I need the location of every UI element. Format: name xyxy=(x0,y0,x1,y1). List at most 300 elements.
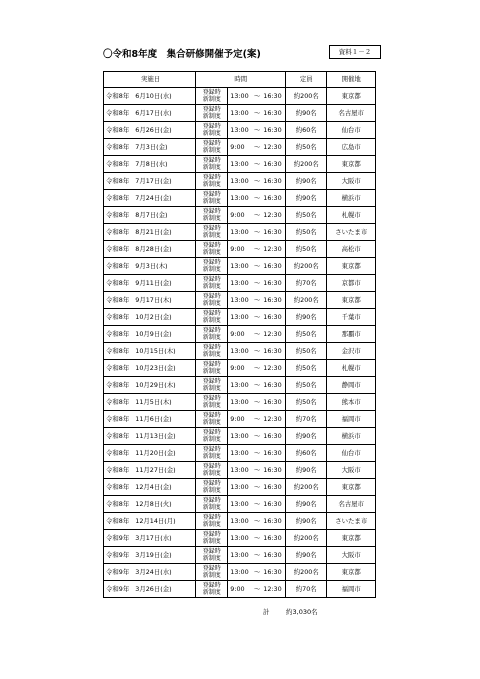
cell-type xyxy=(196,88,228,105)
cell-capacity: 約50名 xyxy=(286,377,327,394)
cell-type-line2: 新制度 xyxy=(202,215,221,222)
cell-end: 16:30 xyxy=(263,126,282,134)
cell-tilde: ～ xyxy=(254,466,261,474)
cell-era: 令和9年 xyxy=(106,551,130,559)
cell-tilde: ～ xyxy=(254,279,261,287)
cell-start: 13:00 xyxy=(230,483,249,491)
cell-type xyxy=(196,309,228,326)
cell-era: 令和8年 xyxy=(106,483,130,491)
cell-time xyxy=(228,513,286,530)
cell-day: 10月15日(木) xyxy=(135,347,176,355)
cell-type-line2: 新制度 xyxy=(202,300,221,307)
cell-era: 令和8年 xyxy=(106,211,130,219)
cell-end: 16:30 xyxy=(263,347,282,355)
cell-capacity: 約200名 xyxy=(286,292,327,309)
cell-day: 9月17日(木) xyxy=(135,296,172,304)
cell-tilde: ～ xyxy=(254,449,261,457)
cell-start: 13:00 xyxy=(230,194,249,202)
cell-date xyxy=(104,326,196,343)
cell-venue: 東京都 xyxy=(327,88,376,105)
cell-capacity: 約50名 xyxy=(286,360,327,377)
table-row xyxy=(104,156,376,173)
cell-type-line2: 新制度 xyxy=(202,266,221,273)
cell-type-line1: 登録時 xyxy=(202,360,221,368)
table-row xyxy=(104,428,376,445)
cell-era: 令和8年 xyxy=(106,160,130,168)
cell-era: 令和8年 xyxy=(106,347,130,355)
cell-time xyxy=(228,547,286,564)
cell-date xyxy=(104,581,196,598)
cell-type xyxy=(196,190,228,207)
cell-start: 13:00 xyxy=(230,126,249,134)
cell-date xyxy=(104,241,196,258)
cell-day: 7月17日(金) xyxy=(135,177,172,185)
cell-venue: 横浜市 xyxy=(327,190,376,207)
cell-tilde: ～ xyxy=(254,534,261,542)
cell-start: 13:00 xyxy=(230,177,249,185)
cell-time xyxy=(228,139,286,156)
cell-capacity: 約50名 xyxy=(286,326,327,343)
cell-type-line2: 新制度 xyxy=(202,317,221,324)
cell-type xyxy=(196,275,228,292)
cell-capacity: 約60名 xyxy=(286,122,327,139)
cell-type xyxy=(196,156,228,173)
cell-type-line1: 登録時 xyxy=(202,207,221,215)
cell-type-line2: 新制度 xyxy=(202,453,221,460)
cell-end: 12:30 xyxy=(263,143,282,151)
cell-date xyxy=(104,224,196,241)
cell-type-line1: 登録時 xyxy=(202,496,221,504)
cell-type-line1: 登録時 xyxy=(202,564,221,572)
cell-era: 令和8年 xyxy=(106,143,130,151)
cell-type-line2: 新制度 xyxy=(202,521,221,528)
table-row xyxy=(104,326,376,343)
cell-tilde: ～ xyxy=(254,262,261,270)
cell-end: 12:30 xyxy=(263,415,282,423)
cell-day: 3月17日(水) xyxy=(135,534,172,542)
cell-start: 13:00 xyxy=(230,347,249,355)
cell-type-line1: 登録時 xyxy=(202,190,221,198)
cell-type-line2: 新制度 xyxy=(202,164,221,171)
cell-time xyxy=(228,105,286,122)
cell-date xyxy=(104,139,196,156)
cell-day: 9月3日(木) xyxy=(135,262,168,270)
schedule-rows xyxy=(104,88,376,598)
cell-date xyxy=(104,292,196,309)
table-row xyxy=(104,547,376,564)
cell-end: 16:30 xyxy=(263,279,282,287)
cell-tilde: ～ xyxy=(254,500,261,508)
cell-start: 13:00 xyxy=(230,381,249,389)
cell-day: 3月24日(水) xyxy=(135,568,172,576)
cell-start: 9:00 xyxy=(230,330,245,338)
cell-type xyxy=(196,530,228,547)
cell-tilde: ～ xyxy=(254,364,261,372)
cell-venue: 東京都 xyxy=(327,479,376,496)
cell-start: 13:00 xyxy=(230,432,249,440)
cell-era: 令和8年 xyxy=(106,466,130,474)
cell-era: 令和8年 xyxy=(106,296,130,304)
cell-era: 令和8年 xyxy=(106,313,130,321)
cell-era: 令和8年 xyxy=(106,449,130,457)
cell-capacity: 約90名 xyxy=(286,428,327,445)
cell-type-line2: 新制度 xyxy=(202,147,221,154)
cell-end: 16:30 xyxy=(263,551,282,559)
cell-time xyxy=(228,292,286,309)
table-row xyxy=(104,479,376,496)
cell-time xyxy=(228,173,286,190)
cell-venue: 東京都 xyxy=(327,258,376,275)
cell-era: 令和8年 xyxy=(106,398,130,406)
cell-type-line1: 登録時 xyxy=(202,530,221,538)
cell-era: 令和8年 xyxy=(106,228,130,236)
cell-venue: 横浜市 xyxy=(327,428,376,445)
cell-end: 16:30 xyxy=(263,534,282,542)
cell-tilde: ～ xyxy=(254,347,261,355)
cell-type-line1: 登録時 xyxy=(202,411,221,419)
cell-venue: 福岡市 xyxy=(327,411,376,428)
cell-date xyxy=(104,411,196,428)
cell-end: 16:30 xyxy=(263,381,282,389)
cell-type xyxy=(196,564,228,581)
cell-end: 16:30 xyxy=(263,194,282,202)
cell-tilde: ～ xyxy=(254,483,261,491)
cell-time xyxy=(228,309,286,326)
cell-type-line2: 新制度 xyxy=(202,555,221,562)
document-title: 〇令和8年度 集合研修開催予定(案) xyxy=(103,49,261,60)
cell-type-line2: 新制度 xyxy=(202,419,221,426)
cell-start: 13:00 xyxy=(230,534,249,542)
cell-date xyxy=(104,445,196,462)
cell-day: 12月4日(金) xyxy=(135,483,172,491)
cell-end: 16:30 xyxy=(263,568,282,576)
cell-capacity: 約60名 xyxy=(286,445,327,462)
cell-type xyxy=(196,547,228,564)
cell-day: 11月27日(金) xyxy=(135,466,176,474)
cell-type-line1: 登録時 xyxy=(202,173,221,181)
cell-tilde: ～ xyxy=(254,330,261,338)
cell-type xyxy=(196,122,228,139)
cell-type xyxy=(196,428,228,445)
cell-type-line1: 登録時 xyxy=(202,275,221,283)
table-row xyxy=(104,530,376,547)
cell-type xyxy=(196,445,228,462)
cell-venue: 東京都 xyxy=(327,292,376,309)
cell-tilde: ～ xyxy=(254,432,261,440)
table-row xyxy=(104,88,376,105)
cell-capacity: 約200名 xyxy=(286,156,327,173)
cell-day: 6月10日(水) xyxy=(135,92,172,100)
cell-capacity: 約90名 xyxy=(286,190,327,207)
cell-date xyxy=(104,564,196,581)
cell-venue: 那覇市 xyxy=(327,326,376,343)
cell-time xyxy=(228,581,286,598)
cell-capacity: 約70名 xyxy=(286,581,327,598)
cell-type xyxy=(196,513,228,530)
cell-era: 令和8年 xyxy=(106,517,130,525)
table-row xyxy=(104,309,376,326)
cell-capacity: 約90名 xyxy=(286,547,327,564)
header-date: 実施日 xyxy=(104,72,196,88)
cell-time xyxy=(228,241,286,258)
cell-era: 令和8年 xyxy=(106,126,130,134)
cell-day: 11月20日(金) xyxy=(135,449,176,457)
cell-end: 16:30 xyxy=(263,449,282,457)
cell-day: 11月13日(金) xyxy=(135,432,176,440)
cell-capacity: 約90名 xyxy=(286,105,327,122)
cell-time xyxy=(228,564,286,581)
cell-start: 13:00 xyxy=(230,398,249,406)
cell-type-line2: 新制度 xyxy=(202,181,221,188)
cell-era: 令和9年 xyxy=(106,585,130,593)
cell-era: 令和8年 xyxy=(106,432,130,440)
cell-time xyxy=(228,190,286,207)
cell-era: 令和8年 xyxy=(106,92,130,100)
cell-day: 8月21日(金) xyxy=(135,228,172,236)
cell-type xyxy=(196,241,228,258)
cell-venue: 熊本市 xyxy=(327,394,376,411)
cell-capacity: 約50名 xyxy=(286,241,327,258)
cell-time xyxy=(228,411,286,428)
cell-type-line1: 登録時 xyxy=(202,513,221,521)
document-id-badge: 資料１－２ xyxy=(329,45,381,59)
cell-type xyxy=(196,496,228,513)
cell-start: 13:00 xyxy=(230,568,249,576)
cell-type-line1: 登録時 xyxy=(202,462,221,470)
cell-capacity: 約90名 xyxy=(286,513,327,530)
cell-tilde: ～ xyxy=(254,109,261,117)
cell-venue: 名古屋市 xyxy=(327,105,376,122)
cell-end: 16:30 xyxy=(263,296,282,304)
cell-time xyxy=(228,496,286,513)
cell-end: 16:30 xyxy=(263,262,282,270)
cell-time xyxy=(228,377,286,394)
table-row xyxy=(104,411,376,428)
cell-venue: 京都市 xyxy=(327,275,376,292)
cell-day: 7月24日(金) xyxy=(135,194,172,202)
table-row xyxy=(104,564,376,581)
cell-time xyxy=(228,360,286,377)
cell-day: 9月11日(金) xyxy=(135,279,172,287)
cell-type xyxy=(196,292,228,309)
table-row xyxy=(104,343,376,360)
cell-venue: 静岡市 xyxy=(327,377,376,394)
cell-day: 6月17日(水) xyxy=(135,109,172,117)
cell-tilde: ～ xyxy=(254,568,261,576)
cell-type-line2: 新制度 xyxy=(202,113,221,120)
cell-time xyxy=(228,530,286,547)
cell-end: 16:30 xyxy=(263,517,282,525)
cell-date xyxy=(104,530,196,547)
header-time: 時間 xyxy=(196,72,286,88)
cell-date xyxy=(104,377,196,394)
cell-type-line1: 登録時 xyxy=(202,105,221,113)
cell-capacity: 約90名 xyxy=(286,173,327,190)
cell-date xyxy=(104,547,196,564)
cell-end: 16:30 xyxy=(263,313,282,321)
cell-day: 11月6日(金) xyxy=(135,415,172,423)
cell-time xyxy=(228,275,286,292)
cell-type-line1: 登録時 xyxy=(202,445,221,453)
table-row xyxy=(104,394,376,411)
cell-time xyxy=(228,207,286,224)
cell-start: 13:00 xyxy=(230,449,249,457)
cell-tilde: ～ xyxy=(254,245,261,253)
cell-era: 令和8年 xyxy=(106,330,130,338)
cell-capacity: 約200名 xyxy=(286,479,327,496)
table-row xyxy=(104,462,376,479)
table-row xyxy=(104,292,376,309)
cell-era: 令和8年 xyxy=(106,415,130,423)
cell-era: 令和8年 xyxy=(106,279,130,287)
cell-capacity: 約200名 xyxy=(286,88,327,105)
cell-type-line2: 新制度 xyxy=(202,589,221,596)
total-value: 約3,030名 xyxy=(286,608,318,616)
cell-capacity: 約50名 xyxy=(286,394,327,411)
cell-type xyxy=(196,394,228,411)
cell-start: 13:00 xyxy=(230,551,249,559)
cell-date xyxy=(104,360,196,377)
cell-tilde: ～ xyxy=(254,92,261,100)
cell-start: 13:00 xyxy=(230,92,249,100)
cell-type xyxy=(196,360,228,377)
cell-venue: 大阪市 xyxy=(327,462,376,479)
cell-venue: さいたま市 xyxy=(327,224,376,241)
cell-time xyxy=(228,479,286,496)
cell-tilde: ～ xyxy=(254,177,261,185)
cell-day: 7月8日(水) xyxy=(135,160,168,168)
cell-end: 12:30 xyxy=(263,364,282,372)
cell-day: 10月29日(木) xyxy=(135,381,176,389)
header-venue: 開催地 xyxy=(327,72,376,88)
cell-date xyxy=(104,428,196,445)
table-row xyxy=(104,173,376,190)
cell-start: 13:00 xyxy=(230,500,249,508)
cell-time xyxy=(228,122,286,139)
cell-capacity: 約50名 xyxy=(286,207,327,224)
cell-type-line2: 新制度 xyxy=(202,402,221,409)
cell-date xyxy=(104,343,196,360)
cell-type xyxy=(196,139,228,156)
cell-end: 16:30 xyxy=(263,398,282,406)
cell-day: 8月28日(金) xyxy=(135,245,172,253)
cell-time xyxy=(228,343,286,360)
cell-day: 12月8日(火) xyxy=(135,500,172,508)
cell-end: 16:30 xyxy=(263,92,282,100)
cell-tilde: ～ xyxy=(254,585,261,593)
cell-type-line2: 新制度 xyxy=(202,96,221,103)
cell-type-line2: 新制度 xyxy=(202,436,221,443)
cell-day: 3月26日(金) xyxy=(135,585,172,593)
cell-start: 13:00 xyxy=(230,228,249,236)
cell-end: 16:30 xyxy=(263,177,282,185)
cell-date xyxy=(104,88,196,105)
cell-venue: 札幌市 xyxy=(327,360,376,377)
cell-date xyxy=(104,309,196,326)
cell-start: 13:00 xyxy=(230,313,249,321)
cell-type-line1: 登録時 xyxy=(202,479,221,487)
cell-capacity: 約50名 xyxy=(286,343,327,360)
cell-capacity: 約70名 xyxy=(286,411,327,428)
cell-end: 12:30 xyxy=(263,330,282,338)
cell-type xyxy=(196,479,228,496)
table-row xyxy=(104,207,376,224)
cell-time xyxy=(228,88,286,105)
cell-end: 12:30 xyxy=(263,211,282,219)
cell-tilde: ～ xyxy=(254,313,261,321)
cell-era: 令和8年 xyxy=(106,177,130,185)
table-row xyxy=(104,445,376,462)
cell-date xyxy=(104,207,196,224)
cell-start: 13:00 xyxy=(230,279,249,287)
cell-tilde: ～ xyxy=(254,415,261,423)
cell-day: 10月2日(金) xyxy=(135,313,172,321)
cell-start: 9:00 xyxy=(230,585,245,593)
cell-capacity: 約70名 xyxy=(286,275,327,292)
table-row xyxy=(104,377,376,394)
table-row xyxy=(104,360,376,377)
cell-venue: 金沢市 xyxy=(327,343,376,360)
cell-type-line1: 登録時 xyxy=(202,377,221,385)
cell-tilde: ～ xyxy=(254,160,261,168)
cell-end: 12:30 xyxy=(263,245,282,253)
cell-type xyxy=(196,258,228,275)
cell-start: 13:00 xyxy=(230,262,249,270)
cell-era: 令和8年 xyxy=(106,109,130,117)
cell-day: 11月5日(木) xyxy=(135,398,172,406)
cell-capacity: 約50名 xyxy=(286,224,327,241)
cell-date xyxy=(104,479,196,496)
cell-type-line2: 新制度 xyxy=(202,504,221,511)
cell-type-line1: 登録時 xyxy=(202,394,221,402)
cell-type-line1: 登録時 xyxy=(202,224,221,232)
cell-type-line1: 登録時 xyxy=(202,258,221,266)
cell-type-line2: 新制度 xyxy=(202,385,221,392)
cell-venue: 高松市 xyxy=(327,241,376,258)
cell-start: 13:00 xyxy=(230,517,249,525)
cell-date xyxy=(104,156,196,173)
cell-type-line2: 新制度 xyxy=(202,487,221,494)
cell-start: 9:00 xyxy=(230,211,245,219)
cell-start: 13:00 xyxy=(230,109,249,117)
cell-type-line1: 登録時 xyxy=(202,428,221,436)
cell-era: 令和8年 xyxy=(106,381,130,389)
cell-type xyxy=(196,224,228,241)
cell-end: 16:30 xyxy=(263,432,282,440)
table-row xyxy=(104,258,376,275)
cell-type-line1: 登録時 xyxy=(202,292,221,300)
cell-time xyxy=(228,258,286,275)
cell-end: 16:30 xyxy=(263,483,282,491)
cell-date xyxy=(104,258,196,275)
cell-time xyxy=(228,445,286,462)
table-row xyxy=(104,275,376,292)
cell-venue: 名古屋市 xyxy=(327,496,376,513)
cell-venue: 東京都 xyxy=(327,564,376,581)
cell-type-line1: 登録時 xyxy=(202,88,221,96)
cell-venue: 東京都 xyxy=(327,530,376,547)
cell-type-line2: 新制度 xyxy=(202,283,221,290)
cell-venue: 広島市 xyxy=(327,139,376,156)
cell-end: 16:30 xyxy=(263,500,282,508)
cell-date xyxy=(104,462,196,479)
cell-type-line2: 新制度 xyxy=(202,249,221,256)
cell-era: 令和8年 xyxy=(106,500,130,508)
cell-date xyxy=(104,496,196,513)
cell-type xyxy=(196,411,228,428)
table-row xyxy=(104,513,376,530)
cell-date xyxy=(104,513,196,530)
